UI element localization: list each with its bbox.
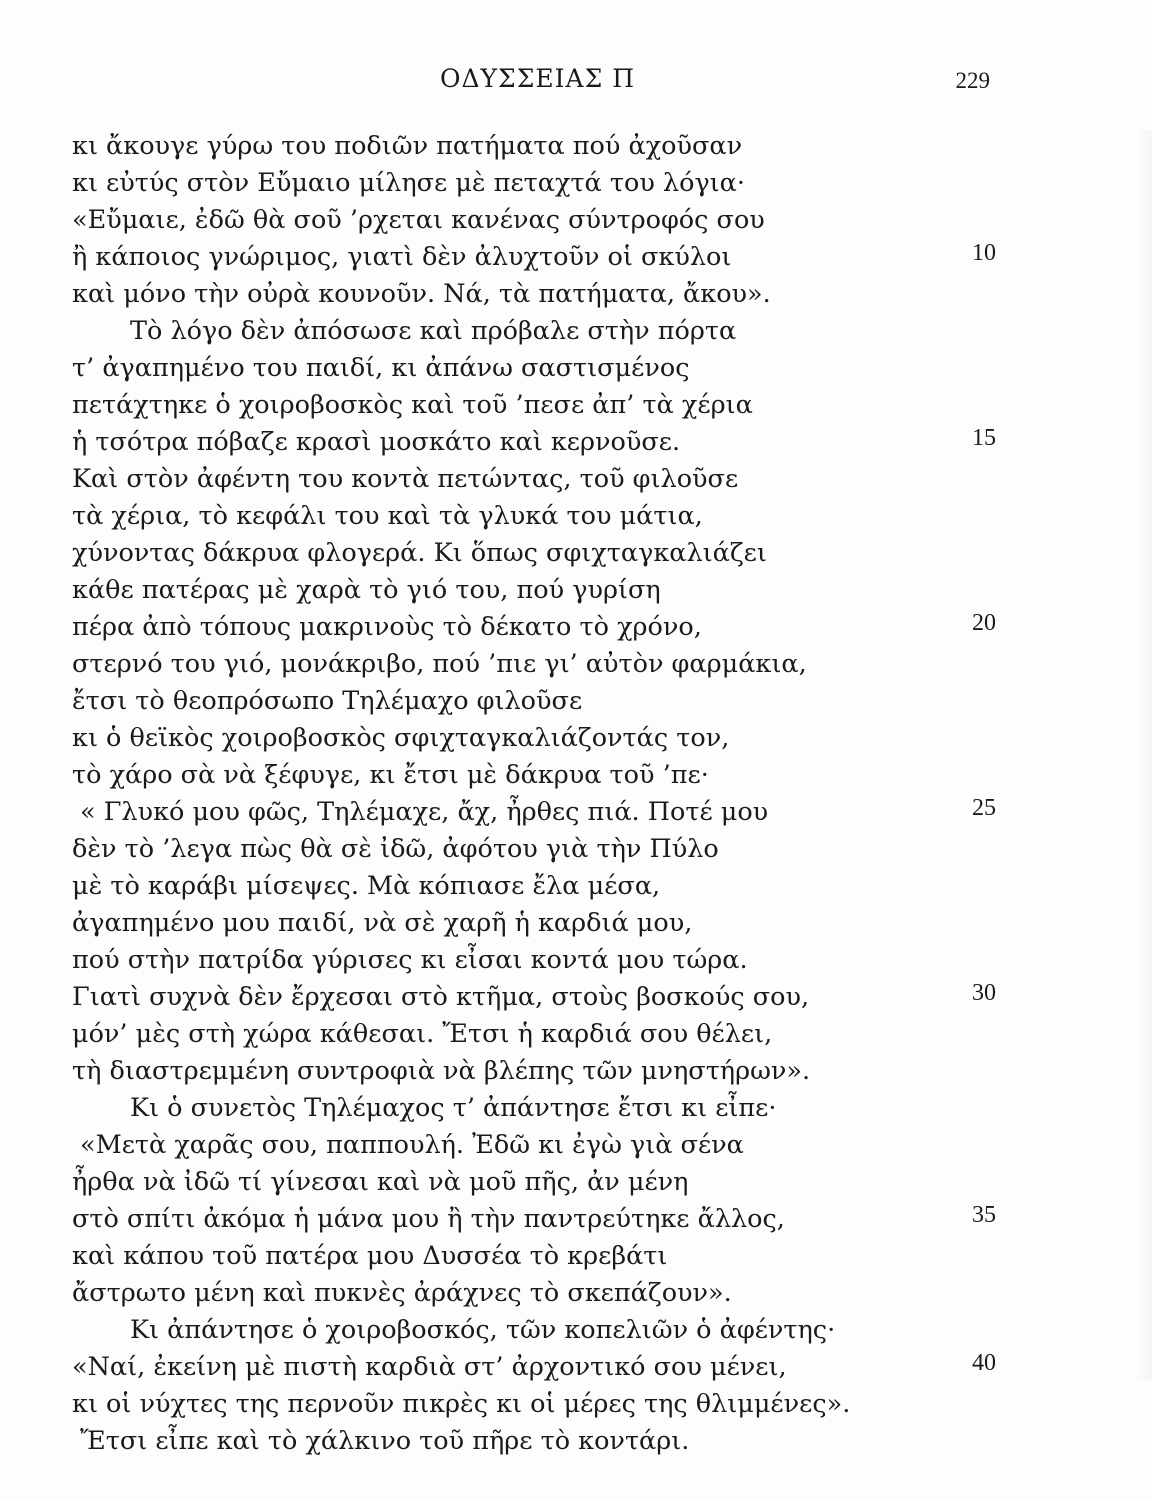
verse-line [0, 165, 1152, 202]
verse-line [0, 350, 1152, 387]
verse-text: Καὶ στὸν ἀφέντη του κοντὰ πετώντας, τοῦ φιλοῦσε [72, 464, 739, 494]
verse-text: ἦρθα νὰ ἰδῶ τί γίνεσαι καὶ νὰ μοῦ πῆς, ἀν μένη [72, 1167, 689, 1197]
verse-line [0, 831, 1152, 868]
verse-line [0, 1386, 1152, 1423]
verse-text: δὲν τὸ ’λεγα πὼς θὰ σὲ ἰδῶ, ἀφότου γιὰ τὴν Πύλο [72, 834, 719, 864]
verse-line [0, 1201, 1152, 1238]
verse-text: πού στὴν πατρίδα γύρισες κι εἶσαι κοντά μου τώρα. [72, 945, 748, 975]
verse-line [0, 1090, 1152, 1127]
verse-line [0, 387, 1152, 424]
verse-line [0, 1423, 1152, 1460]
verse-line [0, 794, 1152, 831]
verse-text: ἀγαπημένο μου παιδί, νὰ σὲ χαρῆ ἡ καρδιά μου, [72, 908, 693, 938]
verse-line [0, 609, 1152, 646]
verse-line [0, 202, 1152, 239]
verse-text: «Μετὰ χαρᾶς σου, παππουλή. Ἐδῶ κι ἐγὼ γιὰ σένα [80, 1130, 744, 1160]
line-number: 20 [972, 610, 996, 636]
verse-text: τὰ χέρια, τὸ κεφάλι του καὶ τὰ γλυκά του μάτια, [72, 501, 703, 531]
line-number: 40 [972, 1350, 996, 1376]
line-number: 10 [972, 240, 996, 266]
verse-line [0, 1053, 1152, 1090]
verse-line [0, 942, 1152, 979]
verse-text: μὲ τὸ καράβι μίσεψες. Μὰ κόπιασε ἔλα μέσα, [72, 871, 661, 901]
verse-text: πετάχτηκε ὁ χοιροβοσκὸς καὶ τοῦ ’πεσε ἀπ’ τὰ χέρια [72, 390, 753, 420]
verse-text: «Ναί, ἐκείνη μὲ πιστὴ καρδιὰ στ’ ἀρχοντικό σου μένει, [72, 1352, 787, 1382]
line-number: 25 [972, 795, 996, 821]
verse-text: Ἔτσι εἶπε καὶ τὸ χάλκινο τοῦ πῆρε τὸ κοντάρι. [80, 1426, 690, 1456]
verse-block [0, 128, 1152, 1460]
verse-text: κι οἱ νύχτες της περνοῦν πικρὲς κι οἱ μέρες της θλιμμένες». [72, 1389, 851, 1419]
verse-line [0, 424, 1152, 461]
verse-line [0, 498, 1152, 535]
verse-text: τὸ χάρο σὰ νὰ ξέφυγε, κι ἔτσι μὲ δάκρυα τοῦ ’πε· [72, 760, 709, 790]
running-title: ΟΔΥΣΣΕΙΑΣ Π [440, 64, 636, 93]
verse-text: στερνό του γιό, μονάκριβο, πού ’πιε γι’ αὐτὸν φαρμάκια, [72, 649, 807, 679]
verse-text: κι ἄκουγε γύρω του ποδιῶν πατήματα πού ἀχοῦσαν [72, 131, 743, 161]
verse-line [0, 535, 1152, 572]
verse-line [0, 683, 1152, 720]
verse-line [0, 313, 1152, 350]
verse-text: «Εὔμαιε, ἐδῶ θὰ σοῦ ’ρχεται κανένας σύντροφός σου [72, 205, 765, 235]
verse-line [0, 757, 1152, 794]
verse-text: Κι ὁ συνετὸς Τηλέμαχος τ’ ἀπάντησε ἔτσι κι εἶπε· [130, 1093, 777, 1123]
verse-text: ἡ τσότρα πόβαζε κρασὶ μοσκάτο καὶ κερνοῦσε. [72, 427, 681, 457]
verse-text: κι ὁ θεϊκὸς χοιροβοσκὸς σφιχταγκαλιάζοντάς τον, [72, 723, 730, 753]
verse-line [0, 128, 1152, 165]
verse-text: « Γλυκό μου φῶς, Τηλέμαχε, ἄχ, ἦρθες πιά. Ποτέ μου [80, 797, 769, 827]
verse-line [0, 1275, 1152, 1312]
verse-text: στὸ σπίτι ἀκόμα ἡ μάνα μου ἢ τὴν παντρεύτηκε ἄλλος, [72, 1204, 785, 1234]
verse-line [0, 1164, 1152, 1201]
line-number: 35 [972, 1202, 996, 1228]
verse-line [0, 461, 1152, 498]
verse-text: κι εὐτύς στὸν Εὔμαιο μίλησε μὲ πεταχτά του λόγια· [72, 168, 746, 198]
running-head [0, 64, 1152, 104]
verse-text: Κι ἀπάντησε ὁ χοιροβοσκός, τῶν κοπελιῶν ὁ ἀφέντης· [130, 1315, 836, 1345]
verse-line [0, 720, 1152, 757]
verse-line [0, 1127, 1152, 1164]
verse-line [0, 646, 1152, 683]
verse-text: μόν’ μὲς στὴ χώρα κάθεσαι. Ἔτσι ἡ καρδιά σου θέλει, [72, 1019, 773, 1049]
verse-line [0, 905, 1152, 942]
verse-text: καὶ μόνο τὴν οὐρὰ κουνοῦν. Νά, τὰ πατήματα, ἄκου». [72, 279, 771, 309]
verse-line [0, 1312, 1152, 1349]
verse-line [0, 1238, 1152, 1275]
line-number: 15 [972, 425, 996, 451]
verse-text: τὴ διαστρεμμένη συντροφιὰ νὰ βλέπης τῶν μνηστήρων». [72, 1056, 811, 1086]
line-number: 30 [972, 980, 996, 1006]
verse-text: καὶ κάπου τοῦ πατέρα μου Δυσσέα τὸ κρεβάτι [72, 1241, 668, 1271]
verse-line [0, 1016, 1152, 1053]
verse-text: Γιατὶ συχνὰ δὲν ἔρχεσαι στὸ κτῆμα, στοὺς βοσκούς σου, [72, 982, 810, 1012]
verse-line [0, 979, 1152, 1016]
verse-line [0, 1349, 1152, 1386]
page-number: 229 [955, 68, 990, 93]
verse-line [0, 239, 1152, 276]
verse-text: πέρα ἀπὸ τόπους μακρινοὺς τὸ δέκατο τὸ χρόνο, [72, 612, 702, 642]
verse-line [0, 572, 1152, 609]
page-edge-shadow [1134, 130, 1152, 1380]
verse-text: ἄστρωτο μένη καὶ πυκνὲς ἀράχνες τὸ σκεπάζουν». [72, 1278, 732, 1308]
verse-text: ἢ κάποιος γνώριμος, γιατὶ δὲν ἀλυχτοῦν οἱ σκύλοι [72, 242, 732, 272]
verse-line [0, 868, 1152, 905]
verse-line [0, 276, 1152, 313]
verse-text: Τὸ λόγο δὲν ἀπόσωσε καὶ πρόβαλε στὴν πόρτα [130, 316, 737, 346]
verse-text: χύνοντας δάκρυα φλογερά. Κι ὅπως σφιχταγκαλιάζει [72, 538, 767, 568]
verse-text: ἔτσι τὸ θεοπρόσωπο Τηλέμαχο φιλοῦσε [72, 686, 583, 716]
verse-text: τ’ ἀγαπημένο του παιδί, κι ἀπάνω σαστισμένος [72, 353, 690, 383]
verse-text: κάθε πατέρας μὲ χαρὰ τὸ γιό του, πού γυρίση [72, 575, 661, 605]
